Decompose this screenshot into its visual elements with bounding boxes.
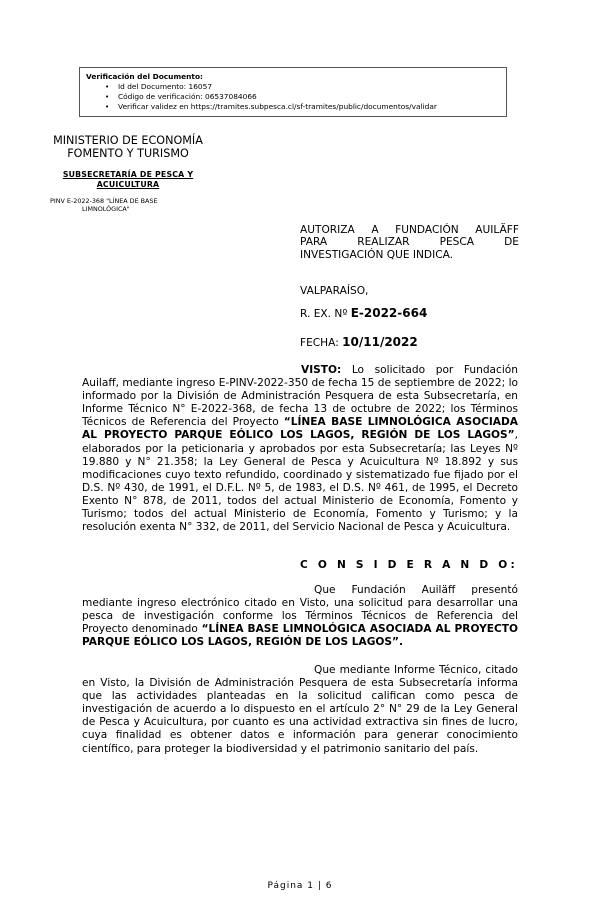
pinv-reference: PINV E-2022-368 "LÍNEA DE BASE LIMNOLÓGICA": [50, 197, 158, 213]
considerando-paragraph-2: Que mediante Informe Técnico, citado en Visto, la División de Administración Pesquera de esta Subsecretaría informa que las actividades planteadas en la solicitud califican como pesca de investigación de acuerdo a lo dispuesto en el artículo 2° N° 29 de la Ley General de Pesca y Acuicultura, por cuanto es una actividad extractiva sin fines de lucro, cuya finalidad es obtener datos e información para generar conocimiento científico, para proteger la biodiversidad y el patrimonio sanitario del país.: [82, 664, 518, 755]
considerando-heading: C O N S I D E R A N D O:: [300, 559, 518, 571]
resolution-number-value: E-2022-664: [350, 306, 428, 320]
visto-paragraph: VISTO: Lo solicitado por Fundación Auilaff, mediante ingreso E-PINV-2022-350 de fecha 15 de septiembre de 2022; lo informado por la División de Administración Pesquera de esta Subsecretaría, en Informe Técnico N° E-2022-368, de fecha 13 de octubre de 2022; los Términos Técnicos de Referencia del Proyecto “LÍNEA BASE LIMNOLÓGICA ASOCIADA AL PROYECTO PARQUE EÓLICO LOS LAGOS, REGIÓN DE LOS LAGOS”, elaborados por la peticionaria y aprobados por esta Subsecretaría; las Leyes Nº 19.880 y N° 21.358; la Ley General de Pesca y Acuicultura Nº 18.892 y sus modificaciones cuyo texto refundido, coordinado y sistematizado fue fijado por el D.S. Nº 430, de 1991, el D.F.L. Nº 5, de 1983, el D.S. Nº 461, de 1995, el Decreto Exento N° 878, de 2011, todos del actual Ministerio de Economía, Fomento y Turismo; todos del actual Ministerio de Economía, Fomento y Turismo; y la resolución exenta N° 332, de 2011, del Servicio Nacional de Pesca y Acuicultura.: [82, 364, 518, 534]
verification-box: [79, 67, 507, 117]
verification-list: [86, 82, 500, 112]
place: VALPARAÍSO,: [300, 285, 369, 297]
verification-url[interactable]: • Verificar validez en https://tramites.subpesca.cl/sf-tramites/public/documentos/validar: [118, 102, 500, 112]
ministry-name: MINISTERIO DE ECONOMÍA FOMENTO Y TURISMO: [53, 134, 203, 160]
resolution-date: FECHA: 10/11/2022: [300, 335, 418, 349]
resolution-date-value: 10/11/2022: [342, 335, 418, 349]
subsecretaria-name: SUBSECRETARÍA DE PESCA Y ACUICULTURA: [62, 170, 194, 189]
verification-code: • Código de verificación: 06537084066: [118, 92, 500, 102]
verification-title: Verificación del Documento:: [86, 72, 203, 81]
verification-id: • Id del Documento: 16057: [118, 82, 500, 92]
resolution-number: R. EX. Nº E-2022-664: [300, 306, 428, 320]
resolution-subject: AUTORIZA A FUNDACIÓN AUILÄFF PARA REALIZAR PESCA DE INVESTIGACIÓN QUE INDICA.: [300, 224, 519, 261]
page-number: Página 1 | 6: [267, 881, 333, 891]
considerando-paragraph-1: Que Fundación Auiläff presentó mediante ingreso electrónico citado en Visto, una solicitud para desarrollar una pesca de investigación conforme los Términos Técnicos de Referencia del Proyecto denominado “LÍNEA BASE LIMNOLÓGICA ASOCIADA AL PROYECTO PARQUE EÓLICO LOS LAGOS, REGIÓN DE LOS LAGOS”.: [82, 584, 518, 649]
